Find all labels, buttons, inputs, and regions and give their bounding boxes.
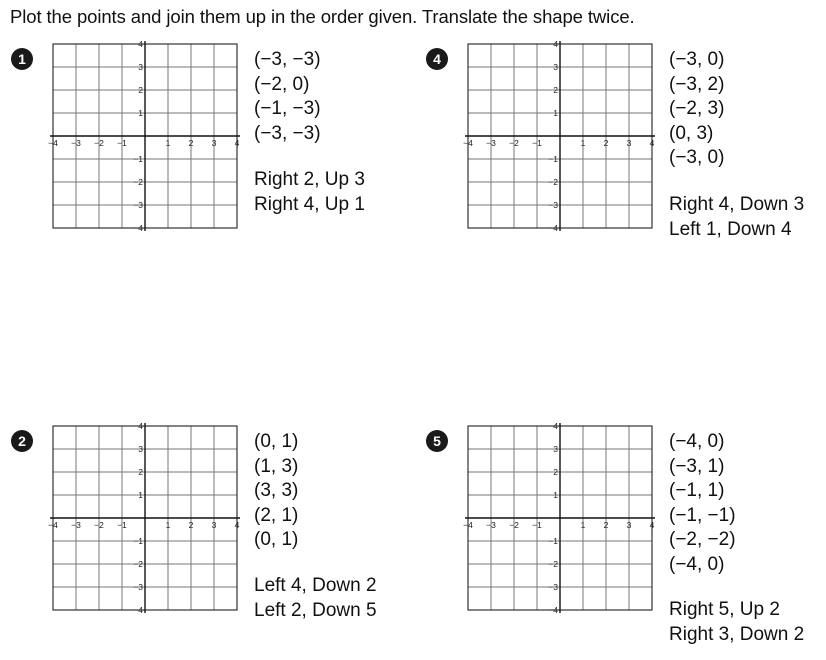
point-item: (−3, 0) — [669, 49, 725, 70]
instruction-text: Plot the points and join them up in the order given. Translate the shape twice. — [10, 6, 635, 27]
translation-item: Right 2, Up 3 — [254, 169, 365, 190]
x-tick-label: −3 — [486, 520, 496, 530]
point-item: (−3, −3) — [254, 122, 321, 144]
y-tick-label: 2 — [553, 85, 558, 95]
x-tick-label: −3 — [486, 138, 496, 148]
point-item: (−1, −1) — [669, 504, 736, 526]
point-item: (0, 3) — [669, 122, 714, 144]
translation-item: Left 4, Down 2 — [254, 575, 377, 596]
coordinate-grid[interactable] — [463, 39, 656, 233]
points-list — [669, 48, 724, 171]
x-tick-label: 2 — [603, 138, 609, 148]
coordinate-grid[interactable] — [48, 421, 241, 615]
point-item: (0, 1) — [254, 431, 299, 452]
x-tick-label: 4 — [649, 138, 655, 148]
y-tick-label: 4 — [138, 39, 143, 49]
x-tick-label: −4 — [48, 520, 58, 530]
y-tick-label: −4 — [548, 605, 558, 615]
points-list — [254, 48, 321, 146]
point-item: (−3, 1) — [669, 455, 725, 477]
point-item: (−3, 0) — [669, 147, 725, 168]
problem-4 — [426, 39, 826, 278]
translation-list — [669, 598, 804, 647]
translation-item: Right 4, Up 1 — [254, 193, 365, 215]
point-item: (−3, 2) — [669, 73, 725, 95]
x-tick-label: −2 — [94, 520, 104, 530]
problem-number-badge: 4 — [426, 48, 448, 70]
y-tick-label: −2 — [133, 559, 143, 569]
x-tick-label: 1 — [580, 520, 586, 530]
x-tick-label: −3 — [71, 520, 81, 530]
x-tick-label: −1 — [532, 520, 542, 530]
x-tick-label: 2 — [603, 520, 609, 530]
y-tick-label: 1 — [138, 490, 143, 500]
y-tick-label: −2 — [548, 559, 558, 569]
y-tick-label: −4 — [548, 223, 558, 233]
x-tick-label: 4 — [649, 520, 655, 530]
point-item: (−4, 0) — [669, 553, 725, 575]
translation-item: Right 4, Down 3 — [669, 194, 805, 215]
y-tick-label: 4 — [138, 421, 143, 431]
x-tick-label: −1 — [532, 138, 542, 148]
y-tick-label: 1 — [138, 108, 143, 118]
x-tick-label: 3 — [211, 520, 217, 530]
points-list — [254, 430, 298, 553]
x-tick-label: −1 — [117, 520, 127, 530]
translation-item: Right 3, Down 2 — [669, 623, 805, 645]
problem-2 — [11, 421, 411, 660]
y-tick-label: −1 — [133, 154, 143, 164]
y-tick-label: 4 — [553, 421, 558, 431]
y-tick-label: −4 — [133, 223, 143, 233]
translation-list — [669, 193, 804, 242]
translation-item: Left 1, Down 4 — [669, 218, 792, 240]
y-tick-label: −3 — [548, 200, 558, 210]
y-tick-label: 2 — [553, 467, 558, 477]
y-tick-label: 4 — [553, 39, 558, 49]
y-tick-label: −2 — [548, 177, 558, 187]
y-tick-label: 3 — [553, 62, 558, 72]
problem-5 — [426, 421, 826, 660]
point-item: (3, 3) — [254, 480, 299, 501]
y-tick-label: −1 — [548, 536, 558, 546]
y-tick-label: 1 — [553, 108, 558, 118]
y-tick-label: 2 — [138, 85, 143, 95]
point-item: (−2, 3) — [669, 98, 725, 119]
x-tick-label: −1 — [117, 138, 127, 148]
x-tick-label: 1 — [165, 520, 171, 530]
y-tick-label: −3 — [133, 582, 143, 592]
x-tick-label: −4 — [463, 138, 473, 148]
translation-list — [254, 574, 377, 623]
y-tick-label: 3 — [138, 62, 143, 72]
translation-list — [254, 168, 365, 217]
point-item: (−4, 0) — [669, 431, 725, 452]
point-item: (0, 1) — [254, 529, 299, 550]
x-tick-label: 3 — [626, 138, 632, 148]
x-tick-label: 3 — [626, 520, 632, 530]
x-tick-label: 4 — [234, 520, 240, 530]
x-tick-label: −2 — [509, 138, 519, 148]
problem-1 — [11, 39, 411, 278]
y-tick-label: 2 — [138, 467, 143, 477]
y-tick-label: −4 — [133, 605, 143, 615]
point-item: (−2, −2) — [669, 529, 736, 550]
point-item: (2, 1) — [254, 504, 299, 526]
points-list — [669, 430, 736, 577]
x-tick-label: 2 — [188, 520, 194, 530]
point-item: (−1, −3) — [254, 98, 321, 119]
x-tick-label: 1 — [580, 138, 586, 148]
x-tick-label: −2 — [94, 138, 104, 148]
y-tick-label: 3 — [138, 444, 143, 454]
y-tick-label: −3 — [548, 582, 558, 592]
y-tick-label: −1 — [548, 154, 558, 164]
x-tick-label: 4 — [234, 138, 240, 148]
translation-item: Left 2, Down 5 — [254, 599, 377, 621]
coordinate-grid[interactable] — [463, 421, 656, 615]
translation-item: Right 5, Up 2 — [669, 599, 780, 620]
x-tick-label: 3 — [211, 138, 217, 148]
y-tick-label: −1 — [133, 536, 143, 546]
point-item: (−2, 0) — [254, 73, 310, 95]
x-tick-label: −2 — [509, 520, 519, 530]
point-item: (1, 3) — [254, 455, 299, 477]
x-tick-label: 1 — [165, 138, 171, 148]
problem-number-badge: 1 — [11, 48, 33, 70]
coordinate-grid[interactable] — [48, 39, 241, 233]
point-item: (−3, −3) — [254, 49, 321, 70]
problem-number-badge: 2 — [11, 430, 33, 452]
y-tick-label: 3 — [553, 444, 558, 454]
y-tick-label: −2 — [133, 177, 143, 187]
x-tick-label: −3 — [71, 138, 81, 148]
problem-number-badge: 5 — [426, 430, 448, 452]
x-tick-label: −4 — [463, 520, 473, 530]
x-tick-label: 2 — [188, 138, 194, 148]
y-tick-label: −3 — [133, 200, 143, 210]
y-tick-label: 1 — [553, 490, 558, 500]
x-tick-label: −4 — [48, 138, 58, 148]
point-item: (−1, 1) — [669, 480, 725, 501]
